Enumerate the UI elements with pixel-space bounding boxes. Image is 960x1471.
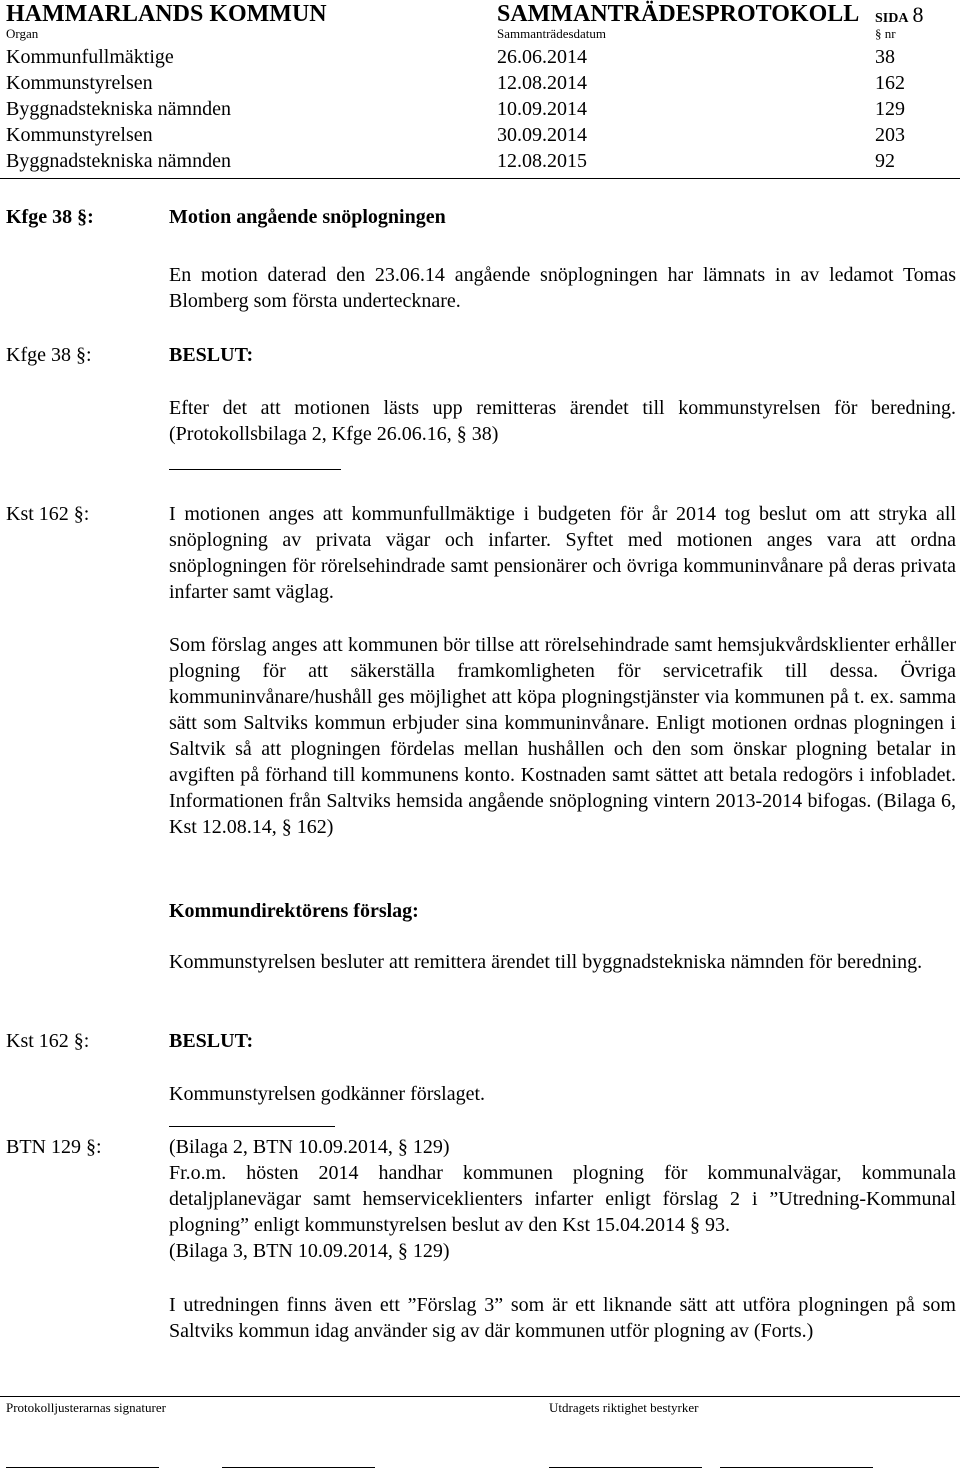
btn-paragraph-2: I utredningen finns även ett ”Förslag 3” som är ett liknande sätt att utföra plogningen på som Saltviks kommun idag använder sig av där kommunen utför plogning av (Forts.) bbox=[169, 1294, 956, 1342]
col-date-label: Sammanträdesdatum bbox=[497, 26, 607, 41]
organ-cell: Byggnadstekniska nämnden bbox=[6, 150, 231, 172]
kst-paragraph-1: I motionen anges att kommunfullmäktige i budgeten för år 2014 tog beslut om att stryka all snöplogning av privata vägar och infarter. Syftet med motionen anges vara att ordna snöplogningen för rörelsehindrade samt pensionärer och övriga kommuninvånare på deras privata infarter samt väglag. bbox=[169, 503, 956, 603]
municipality-name: HAMMARLANDS KOMMUN bbox=[6, 1, 327, 27]
kst-paragraph-2: Som förslag anges att kommunen bör tillse att rörelsehindrade samt hemsjukvårdsklienter erhåller plogning för att säkerställa framkomligheten för servicetrafik till dessa. Övriga kommuninvånare/hushåll ges möjlighet att köpa plogningstjänster via kommunen på t. ex. samma sätt som Saltviks kommun erbjuder sina kommuninvånare. Enligt motionen ordnas plogningen i Saltvik så att plogningen fördelas mellan hushållen och den som önskar plogning betalar in avgiften på förhand till kommunens konto. Kostnaden samt sättet att betala redogörs i infobladet. Informationen från Saltviks hemsida angående snöplogning vintern 2013-2014 bifogas. (Bilaga 6, Kst 12.08.14, § 162) bbox=[169, 634, 956, 838]
kd-text: Kommunstyrelsen besluter att remittera ärendet till byggnadstekniska nämnden för beredning. bbox=[169, 951, 923, 973]
kst-beslut-text: Kommunstyrelsen godkänner förslaget. bbox=[169, 1083, 486, 1105]
section-ref: BTN 129 §: bbox=[6, 1136, 102, 1158]
date-cell: 26.06.2014 bbox=[497, 46, 587, 68]
date-cell: 12.08.2014 bbox=[497, 72, 587, 94]
beslut-heading: BESLUT: bbox=[169, 1030, 254, 1052]
organ-cell: Kommunfullmäktige bbox=[6, 46, 174, 68]
organ-cell: Kommunstyrelsen bbox=[6, 124, 153, 146]
section-ref: Kst 162 §: bbox=[6, 503, 90, 525]
organ-cell: Byggnadstekniska nämnden bbox=[6, 98, 231, 120]
col-organ-label: Organ bbox=[6, 26, 39, 41]
date-cell: 30.09.2014 bbox=[497, 124, 587, 146]
section-ref: Kfge 38 §: bbox=[6, 206, 94, 228]
page-indicator bbox=[875, 2, 923, 28]
kfge-beslut-text: Efter det att motionen lästs upp remitteras ärendet till kommunstyrelsen för beredning. (Protokollsbilaga 2, Kfge 26.06.16, § 38) bbox=[169, 397, 956, 445]
separator-line bbox=[169, 469, 341, 470]
btn-attachment-ref: (Bilaga 2, BTN 10.09.2014, § 129) bbox=[169, 1136, 450, 1158]
nr-cell: 129 bbox=[875, 98, 905, 120]
section-ref: Kfge 38 §: bbox=[6, 344, 92, 366]
nr-cell: 92 bbox=[875, 150, 895, 172]
page-label: SIDA bbox=[875, 11, 909, 26]
protocol-title: SAMMANTRÄDESPROTOKOLL bbox=[497, 1, 860, 27]
col-nr-label: § nr bbox=[875, 26, 896, 41]
organ-cell: Kommunstyrelsen bbox=[6, 72, 153, 94]
section-ref: Kst 162 §: bbox=[6, 1030, 90, 1052]
footer-left-label: Protokolljusterarnas signaturer bbox=[6, 1400, 166, 1415]
signature-line bbox=[222, 1467, 375, 1468]
date-cell: 10.09.2014 bbox=[497, 98, 587, 120]
nr-cell: 203 bbox=[875, 124, 905, 146]
kd-heading: Kommundirektörens förslag: bbox=[169, 900, 419, 922]
section-title: Motion angående snöplogningen bbox=[169, 206, 446, 228]
signature-line bbox=[549, 1467, 702, 1468]
beslut-heading: BESLUT: bbox=[169, 344, 254, 366]
date-cell: 12.08.2015 bbox=[497, 150, 587, 172]
signature-line bbox=[6, 1467, 159, 1468]
signature-line bbox=[720, 1467, 873, 1468]
header-divider bbox=[0, 178, 960, 179]
nr-cell: 162 bbox=[875, 72, 905, 94]
page-number: 8 bbox=[912, 2, 924, 27]
separator-line bbox=[169, 1126, 335, 1127]
footer-right-label: Utdragets riktighet bestyrker bbox=[549, 1400, 699, 1415]
kfge-intro-text: En motion daterad den 23.06.14 angående snöplogningen har lämnats in av ledamot Tomas Blomberg som första undertecknare. bbox=[169, 264, 956, 312]
footer-divider bbox=[0, 1396, 960, 1397]
btn-attachment-ref-2: (Bilaga 3, BTN 10.09.2014, § 129) bbox=[169, 1240, 450, 1262]
nr-cell: 38 bbox=[875, 46, 895, 68]
btn-paragraph: Fr.o.m. hösten 2014 handhar kommunen plogning för kommunalvägar, kommunala detaljplanevägar samt hemserviceklienters infarter enligt förslag 2 i ”Utredning-Kommunal plogning” enligt kommunstyrelsen beslut av den Kst 15.04.2014 § 93. bbox=[169, 1162, 956, 1236]
